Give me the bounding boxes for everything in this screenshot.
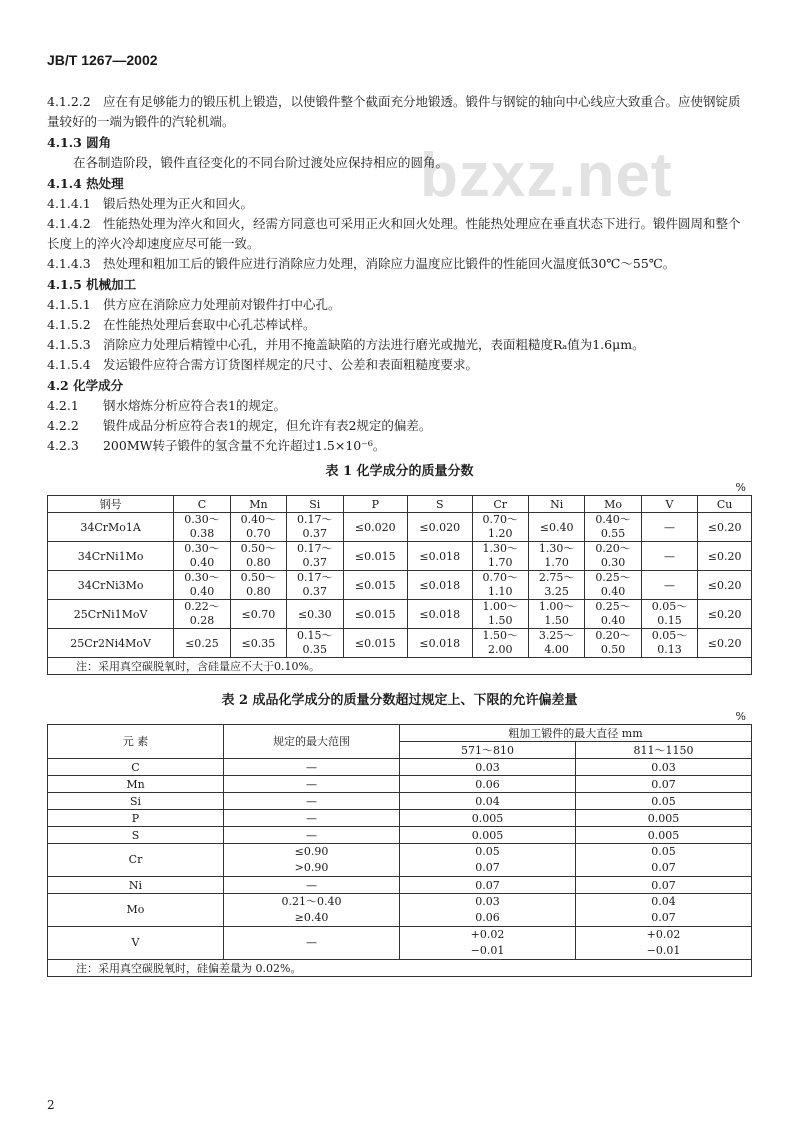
- table1-header-cell: Si: [287, 496, 343, 513]
- table-cell: ≤0.015: [343, 542, 408, 571]
- table-cell-d2: 0.005: [576, 827, 752, 844]
- table-cell: 25Cr2Ni4MoV: [48, 629, 174, 658]
- clause-4-1-4-3: [47, 254, 752, 274]
- table1-header-cell: C: [174, 496, 230, 513]
- table-cell: 1.50～ 2.00: [472, 629, 528, 658]
- table-cell: 2.75～ 3.25: [528, 571, 584, 600]
- table-cell-d1: 0.06: [400, 776, 576, 793]
- table-cell-element: C: [48, 759, 224, 776]
- table-cell: —: [641, 571, 697, 600]
- table2-title: 表 2 成品化学成分的质量分数超过规定上、下限的允许偏差量: [221, 693, 578, 708]
- clause-number: 4.1.5.4: [47, 357, 91, 372]
- table-row: [48, 759, 752, 776]
- table1-unit: %: [735, 481, 746, 494]
- table-cell: ≤0.35: [230, 629, 286, 658]
- table-cell: 0.40～ 0.55: [585, 513, 641, 542]
- clause-4-2-2: [47, 416, 752, 436]
- clause-4-1-4-2: [47, 214, 752, 254]
- table-cell-d1: 0.005: [400, 810, 576, 827]
- table-cell: 0.15～ 0.35: [287, 629, 343, 658]
- table-cell: 1.30～ 1.70: [528, 542, 584, 571]
- document-header: JB/T 1267—2002: [47, 52, 158, 68]
- table-row: [48, 844, 752, 877]
- table2-note: 注：采用真空碳脱氧时，硅偏差量为 0.02%。: [48, 960, 752, 977]
- table-cell-d2: 0.05: [576, 793, 752, 810]
- table2-allowed-deviation: [47, 724, 752, 977]
- table-cell-d2: +0.02 −0.01: [576, 927, 752, 960]
- table-cell-element: Ni: [48, 877, 224, 894]
- document-body: [47, 92, 752, 977]
- table-cell-d1: 0.03 0.06: [400, 894, 576, 927]
- table1-header-row: [48, 496, 752, 513]
- table-cell-d2: 0.03: [576, 759, 752, 776]
- table-cell: 0.40～ 0.70: [230, 513, 286, 542]
- heading-4-2: 4.2 化学成分: [47, 378, 124, 393]
- heading-4-1-5: 4.1.5 机械加工: [47, 277, 137, 292]
- table-cell-range: —: [224, 927, 400, 960]
- clause-text: 200MW转子锻件的氢含量不允许超过1.5×10⁻⁶。: [102, 438, 386, 453]
- table-cell: ≤0.018: [408, 571, 473, 600]
- clause-text: 在性能热处理后套取中心孔芯棒试样。: [102, 317, 316, 332]
- clause-text: 锻后热处理为正火和回火。: [102, 196, 253, 211]
- clause-4-1-5-3: [47, 335, 752, 355]
- table-cell: 1.00～ 1.50: [472, 600, 528, 629]
- table-cell-d2: 0.07: [576, 776, 752, 793]
- table-cell: 3.25～ 4.00: [528, 629, 584, 658]
- table-cell-element: S: [48, 827, 224, 844]
- table-cell: 0.05～ 0.13: [641, 629, 697, 658]
- table-cell-range: —: [224, 776, 400, 793]
- table-cell: 0.20～ 0.50: [585, 629, 641, 658]
- table-cell: 1.00～ 1.50: [528, 600, 584, 629]
- page-number: 2: [47, 1098, 55, 1112]
- table-cell-d1: 0.04: [400, 793, 576, 810]
- table-row: [48, 629, 752, 658]
- clause-number: 4.2.2: [47, 418, 79, 433]
- table2-header-diameter: 粗加工锻件的最大直径 mm: [400, 725, 752, 742]
- clause-text: 钢水熔炼分析应符合表1的规定。: [102, 398, 286, 413]
- table1-header-cell: P: [343, 496, 408, 513]
- table-cell-d1: 0.05 0.07: [400, 844, 576, 877]
- table-row: [48, 571, 752, 600]
- table-cell: 34CrNi3Mo: [48, 571, 174, 600]
- table-cell-range: —: [224, 877, 400, 894]
- clause-number: 4.1.5.3: [47, 337, 91, 352]
- table-cell-d2: 0.07: [576, 877, 752, 894]
- table-cell: 25CrNi1MoV: [48, 600, 174, 629]
- table-cell: 0.30～ 0.40: [174, 571, 230, 600]
- table-cell: 0.50～ 0.80: [230, 571, 286, 600]
- table-cell: ≤0.20: [698, 542, 752, 571]
- table1-title: 表 1 化学成分的质量分数: [325, 464, 474, 479]
- clause-number: 4.1.4.2: [47, 216, 91, 231]
- clause-number: 4.1.4.3: [47, 256, 91, 271]
- table-cell: 0.25～ 0.40: [585, 600, 641, 629]
- clause-4-1-5-1: [47, 295, 752, 315]
- table2-header-d1: 571～810: [400, 742, 576, 759]
- table-cell: 0.50～ 0.80: [230, 542, 286, 571]
- table-row: [48, 513, 752, 542]
- table-cell-range: —: [224, 827, 400, 844]
- table-cell: —: [641, 513, 697, 542]
- table2-header-range: 规定的最大范围: [224, 725, 400, 759]
- table-cell: ≤0.015: [343, 629, 408, 658]
- table-cell-d1: 0.07: [400, 877, 576, 894]
- table-cell-element: V: [48, 927, 224, 960]
- table-cell: 1.30～ 1.70: [472, 542, 528, 571]
- table2-unit: %: [735, 710, 746, 723]
- table1-header-cell: Mo: [585, 496, 641, 513]
- table1-header-cell: V: [641, 496, 697, 513]
- table-cell: 0.05～ 0.15: [641, 600, 697, 629]
- table-cell-range: ≤0.90 >0.90: [224, 844, 400, 877]
- table-row: [48, 542, 752, 571]
- table1-header-cell: Cr: [472, 496, 528, 513]
- table2-header-element: 元 素: [48, 725, 224, 759]
- table-cell: 0.30～ 0.38: [174, 513, 230, 542]
- table1-header-cell: Mn: [230, 496, 286, 513]
- clause-number: 4.1.5.1: [47, 297, 91, 312]
- table2-header-row: [48, 725, 752, 742]
- table-row: [48, 600, 752, 629]
- table-cell: 0.70～ 1.10: [472, 571, 528, 600]
- clause-text: 消除应力处理后精镗中心孔，并用不掩盖缺陷的方法进行磨光或抛光，表面粗糙度Rₐ值为1.6μm。: [102, 337, 645, 352]
- heading-4-1-3: 4.1.3 圆角: [47, 135, 112, 150]
- table-cell: ≤0.020: [408, 513, 473, 542]
- watermark: bzxz.net: [420, 141, 673, 210]
- table-cell-element: Mn: [48, 776, 224, 793]
- clause-4-1-3-text: 在各制造阶段，锻件直径变化的不同台阶过渡处应保持相应的圆角。: [73, 155, 449, 170]
- clause-text: 应在有足够能力的锻压机上锻造，以使锻件整个截面充分地锻透。锻件与钢锭的轴向中心线应大致重合。应使钢锭质量较好的一端为锻件的汽轮机端。: [47, 94, 741, 129]
- table-row: [48, 877, 752, 894]
- table-cell: 0.17～ 0.37: [287, 513, 343, 542]
- clause-4-1-5-4: [47, 355, 752, 375]
- table-cell: ≤0.20: [698, 629, 752, 658]
- clause-4-2-1: [47, 396, 752, 416]
- clause-4-2-3: [47, 436, 752, 456]
- table-row: [48, 927, 752, 960]
- table-cell: ≤0.40: [528, 513, 584, 542]
- table-cell: ≤0.20: [698, 513, 752, 542]
- table-cell: ≤0.20: [698, 571, 752, 600]
- table-cell: ≤0.015: [343, 600, 408, 629]
- table-cell: ≤0.70: [230, 600, 286, 629]
- table-cell: ≤0.20: [698, 600, 752, 629]
- clause-text: 热处理和粗加工后的锻件应进行消除应力处理，消除应力温度应比锻件的性能回火温度低30℃～55℃。: [102, 256, 676, 271]
- table1-note: 注：采用真空碳脱氧时，含硅量应不大于0.10%。: [48, 658, 752, 675]
- table-cell-d2: 0.04 0.07: [576, 894, 752, 927]
- table-row: [48, 827, 752, 844]
- table1-chemical-composition: [47, 495, 752, 675]
- table-cell-range: —: [224, 759, 400, 776]
- table-cell-d2: 0.005: [576, 810, 752, 827]
- table-cell: 34CrMo1A: [48, 513, 174, 542]
- table-cell-d1: 0.005: [400, 827, 576, 844]
- table-row: [48, 894, 752, 927]
- table2-header-d2: 811～1150: [576, 742, 752, 759]
- table-cell-range: 0.21～0.40 ≥0.40: [224, 894, 400, 927]
- table-cell: ≤0.30: [287, 600, 343, 629]
- clause-text: 供方应在消除应力处理前对锻件打中心孔。: [102, 297, 341, 312]
- table-cell-element: P: [48, 810, 224, 827]
- clause-4-1-5-2: [47, 315, 752, 335]
- clause-4-1-4-1: [47, 194, 752, 214]
- table1-header-cell: Cu: [698, 496, 752, 513]
- table-cell-range: —: [224, 810, 400, 827]
- clause-4-1-2-2: [47, 92, 752, 132]
- table1-header-cell: Ni: [528, 496, 584, 513]
- table-row: [48, 810, 752, 827]
- clause-text: 性能热处理为淬火和回火，经需方同意也可采用正火和回火处理。性能热处理应在垂直状态下进行。锻件圆周和整个长度上的淬火冷却速度应尽可能一致。: [47, 216, 741, 251]
- clause-number: 4.1.2.2: [47, 94, 91, 109]
- table-cell-d1: 0.03: [400, 759, 576, 776]
- clause-number: 4.2.3: [47, 438, 79, 453]
- table-cell: 0.17～ 0.37: [287, 542, 343, 571]
- clause-number: 4.2.1: [47, 398, 79, 413]
- clause-text: 发运锻件应符合需方订货图样规定的尺寸、公差和表面粗糙度要求。: [102, 357, 478, 372]
- table-cell: —: [641, 542, 697, 571]
- clause-number: 4.1.4.1: [47, 196, 91, 211]
- table-cell: 0.30～ 0.40: [174, 542, 230, 571]
- table-cell: 34CrNi1Mo: [48, 542, 174, 571]
- table-cell: 0.17～ 0.37: [287, 571, 343, 600]
- clause-number: 4.1.5.2: [47, 317, 91, 332]
- table1-header-cell: 钢号: [48, 496, 174, 513]
- heading-4-1-4: 4.1.4 热处理: [47, 176, 124, 191]
- table-cell: 0.20～ 0.30: [585, 542, 641, 571]
- table-cell-element: Si: [48, 793, 224, 810]
- table-cell: ≤0.018: [408, 542, 473, 571]
- table-cell: ≤0.25: [174, 629, 230, 658]
- table-row: [48, 793, 752, 810]
- table-cell: 0.25～ 0.40: [585, 571, 641, 600]
- table-cell: 0.70～ 1.20: [472, 513, 528, 542]
- table1-header-cell: S: [408, 496, 473, 513]
- table-cell: ≤0.020: [343, 513, 408, 542]
- table-cell-d1: +0.02 −0.01: [400, 927, 576, 960]
- table-cell-range: —: [224, 793, 400, 810]
- table-cell: ≤0.018: [408, 629, 473, 658]
- table-cell: ≤0.018: [408, 600, 473, 629]
- table-cell: 0.22～ 0.28: [174, 600, 230, 629]
- table-row: [48, 776, 752, 793]
- table-cell-element: Cr: [48, 844, 224, 877]
- table-cell-element: Mo: [48, 894, 224, 927]
- table-cell: ≤0.015: [343, 571, 408, 600]
- table-cell-d2: 0.05 0.07: [576, 844, 752, 877]
- clause-text: 锻件成品分析应符合表1的规定，但允许有表2规定的偏差。: [102, 418, 432, 433]
